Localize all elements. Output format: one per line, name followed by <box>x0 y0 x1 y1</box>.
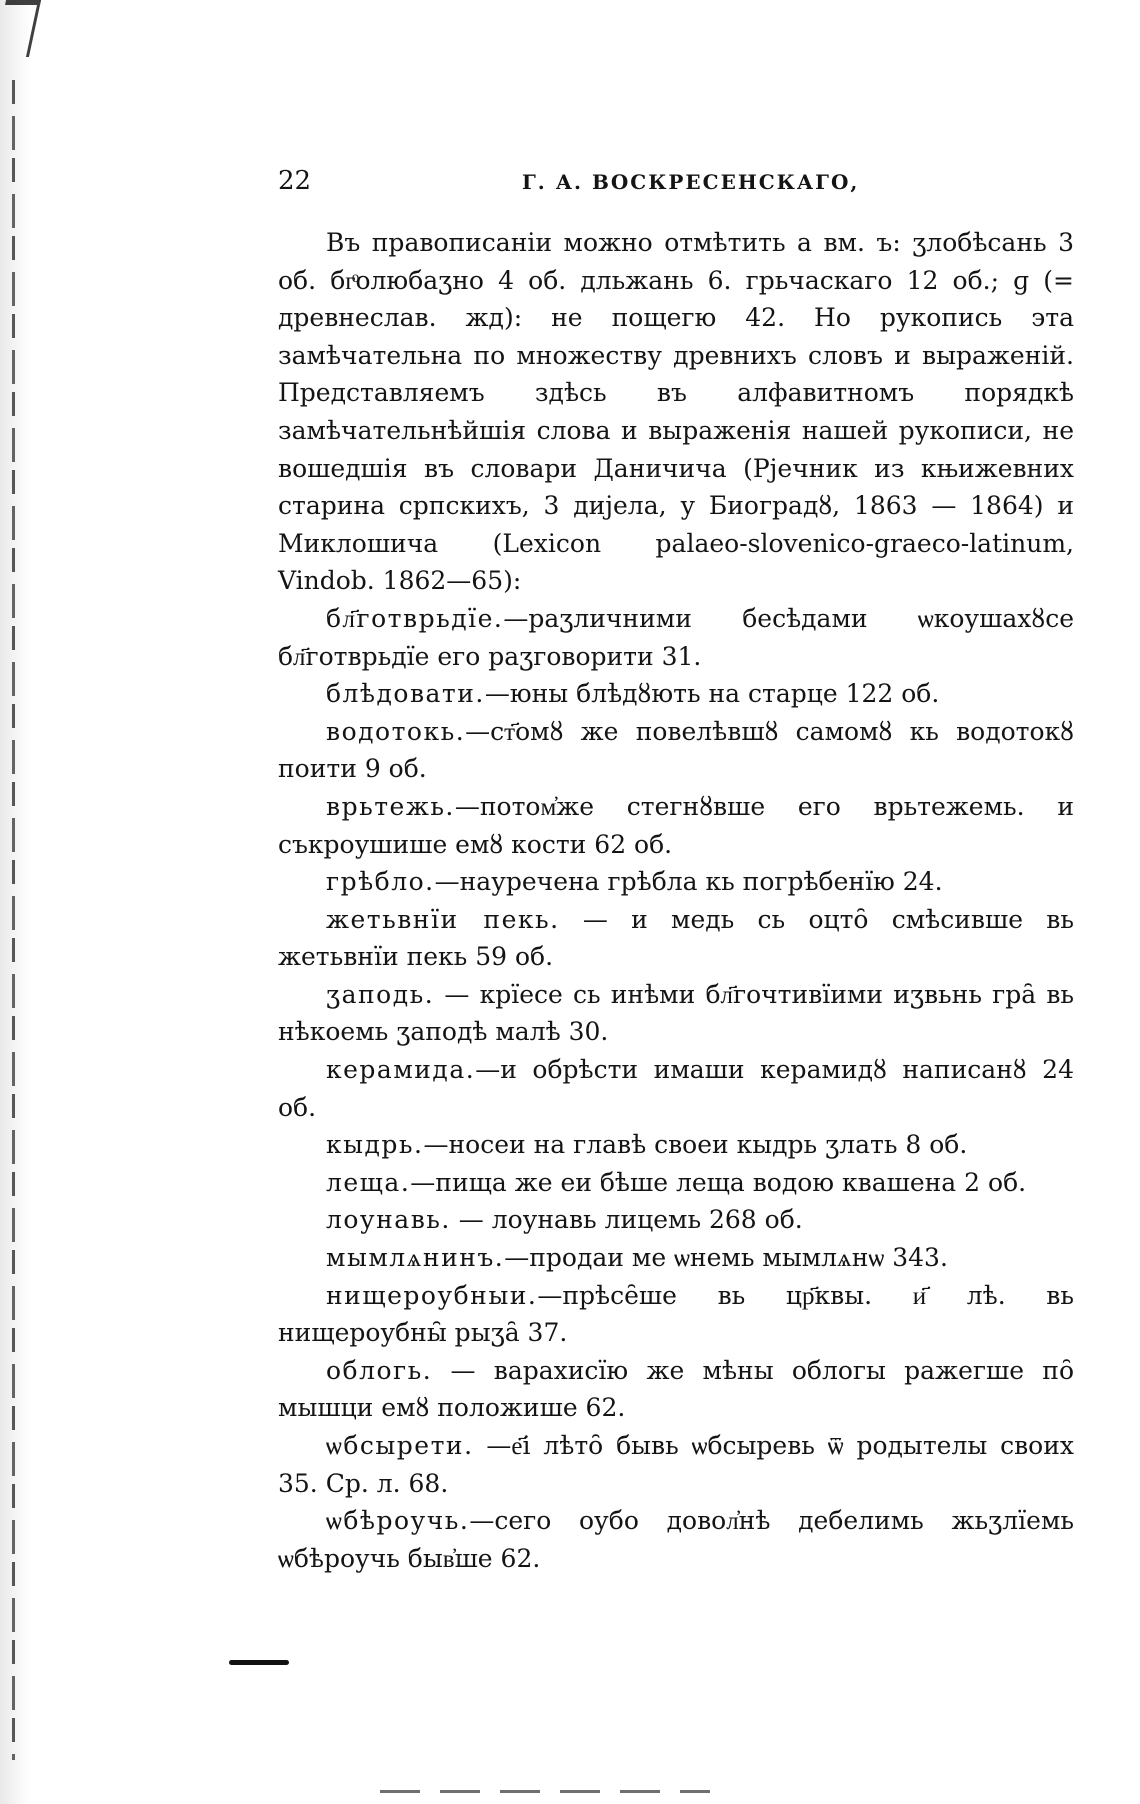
glossary-entry <box>278 1126 1074 1164</box>
entry-headword: леща. <box>326 1167 411 1197</box>
entry-text: — крїесе сь инѣми бл҃гочтивїими иʒвьнь гра̑ вь нѣкоемь ʒаподѣ малѣ 30. <box>278 979 1074 1047</box>
entry-text: —и обрѣсти имаши керамидȣ написанȣ 24 об. <box>278 1055 1074 1122</box>
entry-headword: нищероубныи. <box>326 1280 538 1310</box>
glossary-entry <box>278 788 1074 863</box>
entry-headword: лоунавь. <box>326 1205 451 1235</box>
entry-headword: грѣбло. <box>326 867 435 897</box>
entry-text: — лоунавь лицемь 268 об. <box>450 1205 803 1235</box>
binding-edge <box>12 80 15 1760</box>
entry-text: — и медь сь оцто̑ смѣсивше вь жетьвнїи пекь 59 об. <box>278 904 1074 972</box>
glossary-entry <box>278 713 1074 788</box>
glossary-entry <box>278 675 1074 713</box>
entry-text: —пища же еи бѣше леща водою квашена 2 об. <box>410 1167 1027 1197</box>
page-number: 22 <box>278 166 312 196</box>
glossary-entry <box>278 1427 1074 1502</box>
glossary-entry <box>278 600 1074 675</box>
entry-text: —потом҆же стегнȣвше его врьтежемь. и съкроушише емȣ кости 62 об. <box>278 791 1074 859</box>
section-dash <box>229 1660 289 1665</box>
entry-headword: ѡбѣроучь. <box>326 1506 470 1536</box>
entry-text: —продаи ме ѡнемь мымлѧнѡ 343. <box>504 1243 948 1273</box>
intro-paragraph: Въ правописаніи можно отмѣтить а вм. ъ: ʒлобѣсань 3 об. бгͦолюбаʒно 4 об. дльжань 6. грьчаскаго 12 об.; ɡ (= древнеслав. жд): не пощегю 42. Но рукопись эта замѣчательна по множеству древнихъ словъ и выраженій. Представляемъ здѣсь въ алфавитномъ порядкѣ замѣчательнѣйшія слова и выраженія нашей рукописи, не вошедшія въ словари Даничича (Рјечник из књижевних старина српскихъ, 3 дијела, у Биоградȣ, 1863 — 1864) и Миклошича (Lexicon palaeo-slovenico-graeco-latinum, Vindob. 1862—65): <box>278 228 1074 596</box>
glossary-entry <box>278 1502 1074 1577</box>
glossary-entry <box>278 863 1074 901</box>
glossary-entry <box>278 1201 1074 1239</box>
entry-text: —раʒличними бесѣдами ѡкоушахȣсе бл҃готврьдїе его раʒговорити 31. <box>278 603 1074 671</box>
scan-shadow <box>0 0 34 1804</box>
entry-text: —юны блѣдȣють на старце 122 об. <box>484 679 940 709</box>
glossary-entries <box>278 600 1074 1577</box>
running-title: Г. А. ВОСКРЕСЕНСКАГО, <box>522 170 860 194</box>
entry-headword: мымлѧнинъ. <box>326 1243 505 1273</box>
entry-headword: кыдрь. <box>326 1130 424 1160</box>
entry-text: —ст҃омȣ же повелѣвшȣ самомȣ кь водотокȣ поити 9 об. <box>278 716 1074 784</box>
entry-headword: жетьвнїи пекь. <box>326 904 560 934</box>
entry-text: —сего оубо довол҆нѣ дебелимь жьʒлїемь ѡбѣроучь быв҆ше 62. <box>278 1506 1074 1573</box>
glossary-entry <box>278 1051 1074 1126</box>
entry-headword: ʒаподь. <box>326 979 435 1009</box>
glossary-entry <box>278 1277 1074 1352</box>
entry-text: —науречена грѣбла кь погрѣбенїю 24. <box>434 867 943 897</box>
glossary-entry <box>278 1239 1074 1277</box>
bottom-rule <box>380 1790 710 1793</box>
entry-text: —прѣсе̑ше вь цр҃квы. и҃ лѣ. вь нищероубны̑ рыʒа̑ 37. <box>278 1280 1074 1348</box>
entry-headword: ѡбсырети. <box>326 1431 474 1460</box>
corner-mark <box>0 0 41 57</box>
glossary-entry <box>278 976 1074 1051</box>
main-text <box>278 224 1074 1577</box>
entry-headword: врьтежь. <box>326 791 455 821</box>
running-head <box>278 166 1074 206</box>
entry-text: —носеи на главѣ своеи кыдрь ʒлать 8 об. <box>423 1130 968 1160</box>
entry-headword: облогь. <box>326 1355 433 1385</box>
entry-headword: блѣдовати. <box>326 679 485 709</box>
entry-headword: керамида. <box>326 1055 476 1085</box>
glossary-entry <box>278 1164 1074 1202</box>
glossary-entry <box>278 1352 1074 1427</box>
entry-text: —е҃і лѣто̑ бывь ѡбсыревь ѿ родытелы своих 35. Ср. л. 68. <box>278 1431 1074 1498</box>
page-body <box>278 166 1074 1577</box>
entry-headword: бл҃готврьдїе. <box>326 603 504 633</box>
glossary-entry <box>278 901 1074 976</box>
entry-headword: водотокь. <box>326 716 466 746</box>
entry-text: — варахисїю же мѣны облогы ражегше по̑ мышци емȣ положише 62. <box>278 1355 1074 1423</box>
